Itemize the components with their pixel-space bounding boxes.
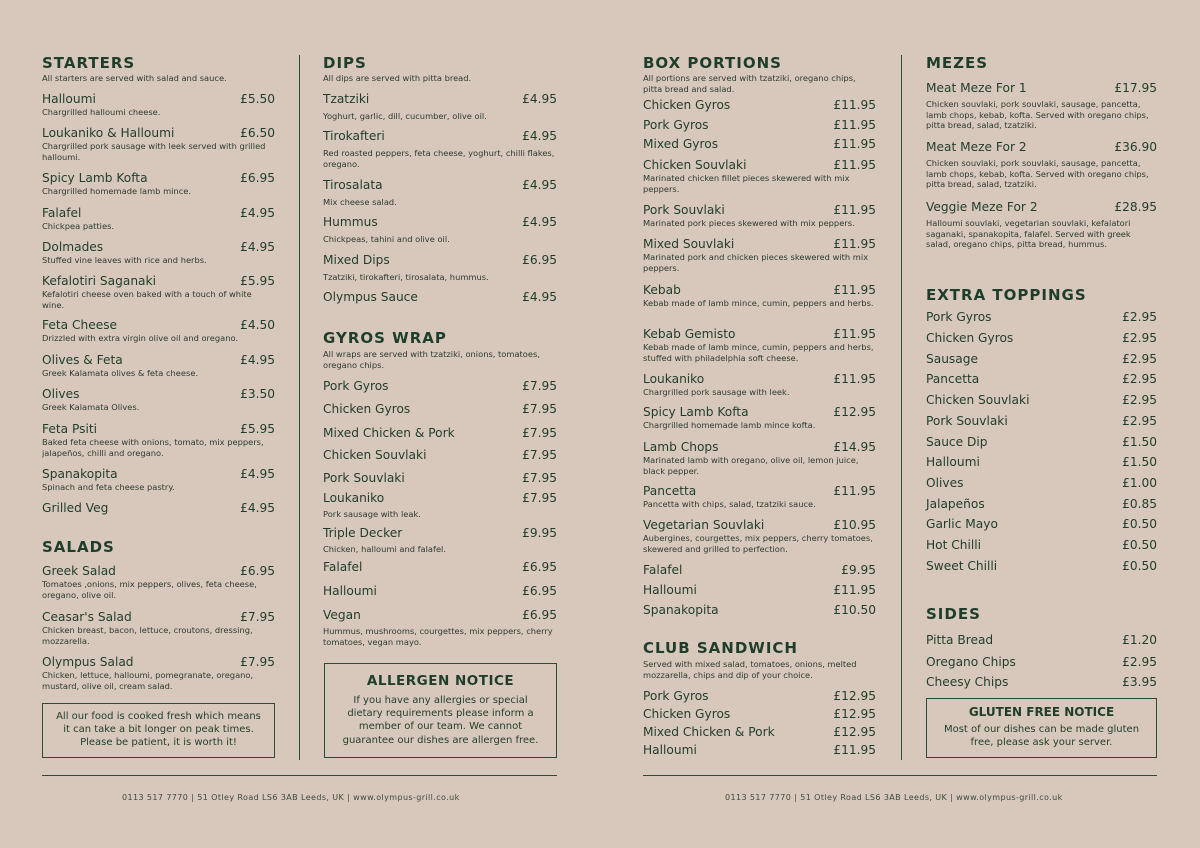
- menu-item: [323, 584, 557, 599]
- menu-item: [926, 517, 1157, 532]
- item-name: Olives: [926, 476, 964, 490]
- column-divider: [901, 55, 902, 760]
- allergen-notice-text: If you have any allergies or special dietary requirements please inform a member of our team. We cannot guarantee our dishes are allergen free.: [342, 695, 539, 746]
- menu-item: [643, 137, 876, 152]
- menu-item: [323, 253, 557, 283]
- menu-item: [643, 603, 876, 618]
- item-price: £9.95: [841, 563, 876, 577]
- item-price: £2.95: [1122, 372, 1157, 386]
- item-price: £1.50: [1122, 455, 1157, 469]
- item-price: £4.95: [240, 501, 275, 515]
- item-description: Pancetta with chips, salad, tzatziki sauce.: [643, 499, 816, 509]
- item-name: Spicy Lamb Kofta: [643, 405, 749, 419]
- item-price: £1.00: [1122, 476, 1157, 490]
- menu-item: [643, 98, 876, 113]
- item-name: Olympus Sauce: [323, 290, 418, 304]
- menu-item: [643, 440, 876, 476]
- item-price: £11.95: [833, 237, 876, 251]
- item-name: Ceasar's Salad: [42, 610, 132, 624]
- item-price: £6.95: [522, 560, 557, 574]
- menu-item: [323, 526, 557, 555]
- item-description: Tomatoes ,onions, mix peppers, olives, feta cheese, oregano, olive oil.: [42, 579, 257, 600]
- item-name: Sweet Chilli: [926, 559, 998, 573]
- item-description: Chargrilled homemade lamb mince.: [42, 186, 192, 196]
- box-portions-column: [643, 0, 876, 848]
- menu-item: [42, 92, 275, 118]
- menu-item: [323, 92, 557, 122]
- item-name: Loukaniko & Halloumi: [42, 126, 175, 140]
- item-description: Marinated pork pieces skewered with mix peppers.: [643, 218, 855, 228]
- dips-title: DIPS: [323, 54, 367, 72]
- item-name: Jalapeños: [926, 497, 985, 511]
- item-name: Pork Gyros: [643, 118, 709, 132]
- item-name: Mixed Chicken & Pork: [323, 426, 455, 440]
- item-price: £4.95: [240, 240, 275, 254]
- item-name: Oregano Chips: [926, 655, 1016, 669]
- item-name: Chicken Gyros: [926, 331, 1014, 345]
- item-price: £11.95: [833, 158, 876, 172]
- item-description: Chicken souvlaki, pork souvlaki, sausage, pancetta, lamb chops, kebab, kofta. Served with oregano chips, pitta bread, salad, tzatziki.: [926, 158, 1149, 189]
- item-description: Drizzled with extra virgin olive oil and oregano.: [42, 333, 239, 343]
- item-description: Hummus, mushrooms, courgettes, mix peppers, cherry tomatoes, vegan mayo.: [323, 626, 553, 647]
- item-name: Halloumi: [643, 583, 697, 597]
- fresh-food-notice-text: All our food is cooked fresh which means it can take a bit longer on peak times. Please be patient, it is worth it!: [56, 711, 261, 748]
- menu-item: [926, 476, 1157, 491]
- item-description: Aubergines, courgettes, mix peppers, cherry tomatoes, skewered and grilled to perfection.: [643, 533, 873, 554]
- menu-item: [42, 610, 275, 646]
- item-price: £17.95: [1114, 81, 1157, 95]
- item-name: Feta Cheese: [42, 318, 118, 332]
- item-name: Tirokafteri: [323, 129, 385, 143]
- menu-item: [42, 240, 275, 266]
- menu-item: [643, 689, 876, 704]
- menu-item: [42, 126, 275, 162]
- item-price: £4.50: [240, 318, 275, 332]
- item-price: £6.50: [240, 126, 275, 140]
- menu-item: [323, 402, 557, 417]
- item-price: £0.85: [1122, 497, 1157, 511]
- item-name: Hummus: [323, 215, 378, 229]
- item-name: Meat Meze For 1: [926, 81, 1027, 95]
- item-price: £11.95: [833, 743, 876, 757]
- item-description: Chickpea patties.: [42, 221, 115, 231]
- item-name: Mixed Souvlaki: [643, 237, 735, 251]
- menu-item: [323, 448, 557, 463]
- item-description: Halloumi souvlaki, vegetarian souvlaki, kefalatori saganaki, spanakopita, falafel. Served with greek salad, oregano chips, pitta bread, hummus.: [926, 218, 1131, 249]
- item-price: £5.95: [240, 274, 275, 288]
- item-price: £7.95: [522, 402, 557, 416]
- menu-item: [926, 331, 1157, 346]
- salads-title: SALADS: [42, 538, 115, 556]
- item-description: Greek Kalamata olives & feta cheese.: [42, 368, 199, 378]
- item-name: Halloumi: [643, 743, 697, 757]
- footer-contact-right: 0113 517 7770 | 51 Otley Road LS6 3AB Leeds, UK | www.olympus-grill.co.uk: [725, 793, 1063, 802]
- item-name: Spicy Lamb Kofta: [42, 171, 148, 185]
- menu-item: [42, 467, 275, 493]
- item-description: Chargrilled pork sausage with leek.: [643, 387, 790, 397]
- item-name: Pork Gyros: [643, 689, 709, 703]
- item-name: Meat Meze For 2: [926, 140, 1027, 154]
- item-name: Lamb Chops: [643, 440, 719, 454]
- item-price: £9.95: [522, 526, 557, 540]
- item-name: Olympus Salad: [42, 655, 134, 669]
- menu-item: [643, 327, 876, 363]
- item-price: £12.95: [833, 405, 876, 419]
- menu-item: [926, 655, 1157, 670]
- fresh-food-notice: [42, 703, 275, 758]
- item-price: £6.95: [240, 564, 275, 578]
- item-price: £11.95: [833, 583, 876, 597]
- item-name: Dolmades: [42, 240, 104, 254]
- menu-item: [643, 583, 876, 598]
- allergen-notice-title: ALLERGEN NOTICE: [366, 673, 515, 689]
- item-price: £11.95: [833, 327, 876, 341]
- menu-item: [42, 564, 275, 600]
- footer-contact-left: 0113 517 7770 | 51 Otley Road LS6 3AB Leeds, UK | www.olympus-grill.co.uk: [122, 793, 460, 802]
- item-name: Falafel: [323, 560, 363, 574]
- gluten-free-notice-title: GLUTEN FREE NOTICE: [968, 705, 1115, 719]
- item-price: £3.50: [240, 387, 275, 401]
- gluten-free-notice: [926, 698, 1157, 758]
- menu-item: [323, 379, 557, 394]
- item-price: £7.95: [240, 655, 275, 669]
- item-name: Sausage: [926, 352, 978, 366]
- menu-item: [926, 538, 1157, 553]
- item-name: Spanakopita: [42, 467, 118, 481]
- starters-subtitle: All starters are served with salad and sauce.: [42, 73, 227, 83]
- item-price: £7.95: [522, 426, 557, 440]
- item-price: £12.95: [833, 707, 876, 721]
- item-name: Vegan: [323, 608, 361, 622]
- item-name: Chicken Gyros: [643, 98, 731, 112]
- menu-item: [42, 171, 275, 197]
- item-price: £2.95: [1122, 352, 1157, 366]
- item-name: Pitta Bread: [926, 633, 994, 647]
- menu-item: [643, 725, 876, 740]
- item-description: Kebab made of lamb mince, cumin, peppers and herbs, stuffed with philadelphia soft cheese.: [643, 342, 874, 363]
- item-description: Marinated chicken fillet pieces skewered with mix peppers.: [643, 173, 850, 194]
- allergen-notice: [324, 663, 557, 758]
- item-description: Chargrilled pork sausage with leek served with grilled halloumi.: [42, 141, 266, 162]
- menu-item: [323, 290, 557, 305]
- item-price: £2.95: [1122, 393, 1157, 407]
- menu-item: [643, 518, 876, 554]
- footer-rule-right: [643, 775, 1157, 776]
- item-price: £4.95: [522, 215, 557, 229]
- item-price: £0.50: [1122, 517, 1157, 531]
- item-price: £4.95: [240, 467, 275, 481]
- item-description: Yoghurt, garlic, dill, cucumber, olive oil.: [323, 111, 487, 121]
- item-name: Chicken Gyros: [643, 707, 731, 721]
- item-price: £2.95: [1122, 310, 1157, 324]
- item-name: Pork Gyros: [926, 310, 992, 324]
- item-price: £11.95: [833, 118, 876, 132]
- item-name: Mixed Dips: [323, 253, 390, 267]
- menu-item: [926, 559, 1157, 574]
- item-description: Chicken, lettuce, halloumi, pomegranate, oregano, mustard, olive oil, cream salad.: [42, 670, 254, 691]
- menu-item: [926, 81, 1157, 131]
- item-name: Loukaniko: [323, 491, 385, 505]
- menu-item: [323, 426, 557, 441]
- item-name: Kebab: [643, 283, 681, 297]
- item-price: £11.95: [833, 137, 876, 151]
- item-price: £2.95: [1122, 414, 1157, 428]
- item-name: Falafel: [42, 206, 82, 220]
- item-price: £11.95: [833, 372, 876, 386]
- item-price: £4.95: [522, 129, 557, 143]
- item-name: Cheesy Chips: [926, 675, 1009, 689]
- club-sandwich-subtitle: Served with mixed salad, tomatoes, onions, melted mozzarella, chips and dip of your choice.: [643, 659, 857, 680]
- gluten-free-notice-text: Most of our dishes can be made gluten free, please ask your server.: [943, 724, 1140, 748]
- item-price: £1.20: [1122, 633, 1157, 647]
- menu-item: [926, 633, 1157, 648]
- item-price: £6.95: [240, 171, 275, 185]
- item-description: Marinated pork and chicken pieces skewered with mix peppers.: [643, 252, 869, 273]
- item-name: Pork Souvlaki: [643, 203, 725, 217]
- item-price: £6.95: [522, 584, 557, 598]
- menu-item: [323, 129, 557, 169]
- item-price: £0.50: [1122, 559, 1157, 573]
- item-name: Sauce Dip: [926, 435, 988, 449]
- item-name: Pork Gyros: [323, 379, 389, 393]
- mezes-title: MEZES: [926, 54, 989, 72]
- item-price: £36.90: [1114, 140, 1157, 154]
- item-price: £3.95: [1122, 675, 1157, 689]
- item-price: £4.95: [522, 290, 557, 304]
- item-name: Chicken Gyros: [323, 402, 411, 416]
- menu-item: [643, 237, 876, 273]
- menu-item: [926, 393, 1157, 408]
- menu-item: [643, 405, 876, 431]
- menu-item: [926, 140, 1157, 190]
- menu-item: [926, 414, 1157, 429]
- menu-item: [643, 158, 876, 194]
- item-name: Spanakopita: [643, 603, 719, 617]
- item-name: Olives & Feta: [42, 353, 123, 367]
- item-price: £14.95: [833, 440, 876, 454]
- item-description: Chickpeas, tahini and olive oil.: [323, 234, 450, 244]
- menu-item: [926, 497, 1157, 512]
- menu-item: [643, 283, 876, 309]
- menu-item: [926, 455, 1157, 470]
- item-name: Hot Chilli: [926, 538, 982, 552]
- menu-item: [323, 471, 557, 486]
- item-name: Mixed Gyros: [643, 137, 719, 151]
- item-description: Chargrilled homemade lamb mince kofta.: [643, 420, 816, 430]
- menu-item: [42, 353, 275, 379]
- item-price: £11.95: [833, 203, 876, 217]
- item-description: Mix cheese salad.: [323, 197, 397, 207]
- item-name: Pork Souvlaki: [926, 414, 1008, 428]
- column-divider: [299, 55, 300, 760]
- item-price: £4.95: [240, 206, 275, 220]
- item-description: Pork sausage with leak.: [323, 509, 421, 519]
- item-description: Red roasted peppers, feta cheese, yoghurt, chilli flakes, oregano.: [323, 148, 555, 169]
- item-name: Halloumi: [42, 92, 96, 106]
- item-name: Garlic Mayo: [926, 517, 998, 531]
- item-name: Pancetta: [643, 484, 697, 498]
- item-description: Kebab made of lamb mince, cumin, peppers and herbs.: [643, 298, 874, 308]
- menu-item: [323, 178, 557, 208]
- item-price: £0.50: [1122, 538, 1157, 552]
- item-name: Mixed Chicken & Pork: [643, 725, 775, 739]
- item-description: Stuffed vine leaves with rice and herbs.: [42, 255, 207, 265]
- item-price: £5.50: [240, 92, 275, 106]
- item-price: £10.95: [833, 518, 876, 532]
- menu-item: [643, 118, 876, 133]
- menu-item: [643, 707, 876, 722]
- item-price: £7.95: [522, 491, 557, 505]
- menu-item: [42, 655, 275, 691]
- menu-item: [643, 743, 876, 758]
- item-name: Chicken Souvlaki: [643, 158, 747, 172]
- item-description: Spinach and feta cheese pastry.: [42, 482, 175, 492]
- item-price: £2.95: [1122, 331, 1157, 345]
- item-description: Greek Kalamata Olives.: [42, 402, 140, 412]
- club-sandwich-title: CLUB SANDWICH: [643, 639, 798, 657]
- menu-item: [643, 563, 876, 578]
- item-price: £6.95: [522, 608, 557, 622]
- extra-toppings-title: EXTRA TOPPINGS: [926, 286, 1087, 304]
- menu-item: [926, 435, 1157, 450]
- item-price: £7.95: [522, 471, 557, 485]
- item-description: Tzatziki, tirokafteri, tirosalata, hummus.: [323, 272, 489, 282]
- item-description: Chicken souvlaki, pork souvlaki, sausage, pancetta, lamb chops, kebab, kofta. Served with oregano chips, pitta bread, salad, tzatziki.: [926, 99, 1149, 130]
- item-price: £1.50: [1122, 435, 1157, 449]
- item-name: Tirosalata: [323, 178, 383, 192]
- menu-item: [42, 387, 275, 413]
- sides-title: SIDES: [926, 605, 981, 623]
- item-name: Halloumi: [323, 584, 377, 598]
- item-name: Olives: [42, 387, 80, 401]
- item-price: £12.95: [833, 689, 876, 703]
- item-description: Kefalotiri cheese oven baked with a touch of white wine.: [42, 289, 252, 310]
- item-price: £28.95: [1114, 200, 1157, 214]
- menu-item: [42, 422, 275, 458]
- item-name: Pancetta: [926, 372, 980, 386]
- menu-item: [42, 206, 275, 232]
- menu-item: [926, 675, 1157, 690]
- item-name: Greek Salad: [42, 564, 116, 578]
- menu-item: [643, 484, 876, 510]
- item-price: £7.95: [522, 448, 557, 462]
- item-price: £11.95: [833, 283, 876, 297]
- item-price: £7.95: [240, 610, 275, 624]
- item-name: Falafel: [643, 563, 683, 577]
- item-name: Chicken Souvlaki: [323, 448, 427, 462]
- item-price: £11.95: [833, 484, 876, 498]
- item-description: Chicken, halloumi and falafel.: [323, 544, 446, 554]
- gyros-wrap-subtitle: All wraps are served with tzatziki, onions, tomatoes, oregano chips.: [323, 349, 540, 370]
- item-name: Tzatziki: [323, 92, 370, 106]
- box-portions-title: BOX PORTIONS: [643, 54, 782, 72]
- menu-item: [323, 560, 557, 575]
- menu-item: [42, 501, 275, 516]
- item-price: £4.95: [522, 178, 557, 192]
- box-portions-subtitle: All portions are served with tzatziki, oregano chips, pitta bread and salad.: [643, 73, 856, 94]
- item-name: Pork Souvlaki: [323, 471, 405, 485]
- item-description: Chicken breast, bacon, lettuce, croutons, dressing, mozzarella.: [42, 625, 253, 646]
- menu-item: [42, 318, 275, 344]
- menu-item: [926, 372, 1157, 387]
- item-name: Grilled Veg: [42, 501, 109, 515]
- item-name: Veggie Meze For 2: [926, 200, 1038, 214]
- item-price: £10.50: [833, 603, 876, 617]
- item-description: Marinated lamb with oregano, olive oil, lemon juice, black pepper.: [643, 455, 859, 476]
- item-name: Kefalotiri Saganaki: [42, 274, 156, 288]
- menu-item: [323, 608, 557, 647]
- item-price: £6.95: [522, 253, 557, 267]
- menu-item: [926, 310, 1157, 325]
- menu-item: [643, 203, 876, 229]
- item-name: Vegetarian Souvlaki: [643, 518, 765, 532]
- item-name: Kebab Gemisto: [643, 327, 736, 341]
- item-name: Triple Decker: [323, 526, 403, 540]
- item-price: £5.95: [240, 422, 275, 436]
- item-price: £4.95: [240, 353, 275, 367]
- item-name: Chicken Souvlaki: [926, 393, 1030, 407]
- footer-rule-left: [42, 775, 557, 776]
- starters-title: STARTERS: [42, 54, 136, 72]
- gyros-wrap-title: GYROS WRAP: [323, 329, 447, 347]
- menu-item: [926, 352, 1157, 367]
- menu-item: [42, 274, 275, 310]
- item-price: £12.95: [833, 725, 876, 739]
- menu-item: [926, 200, 1157, 250]
- item-name: Halloumi: [926, 455, 980, 469]
- item-name: Feta Psiti: [42, 422, 97, 436]
- menu-item: [323, 215, 557, 245]
- dips-subtitle: All dips are served with pitta bread.: [323, 73, 472, 83]
- menu-item: [323, 491, 557, 520]
- item-price: £2.95: [1122, 655, 1157, 669]
- menu-item: [643, 372, 876, 398]
- item-description: Baked feta cheese with onions, tomato, mix peppers, jalapeños, chilli and oregano.: [42, 437, 264, 458]
- item-price: £7.95: [522, 379, 557, 393]
- item-name: Loukaniko: [643, 372, 705, 386]
- item-price: £11.95: [833, 98, 876, 112]
- item-description: Chargrilled halloumi cheese.: [42, 107, 161, 117]
- item-price: £4.95: [522, 92, 557, 106]
